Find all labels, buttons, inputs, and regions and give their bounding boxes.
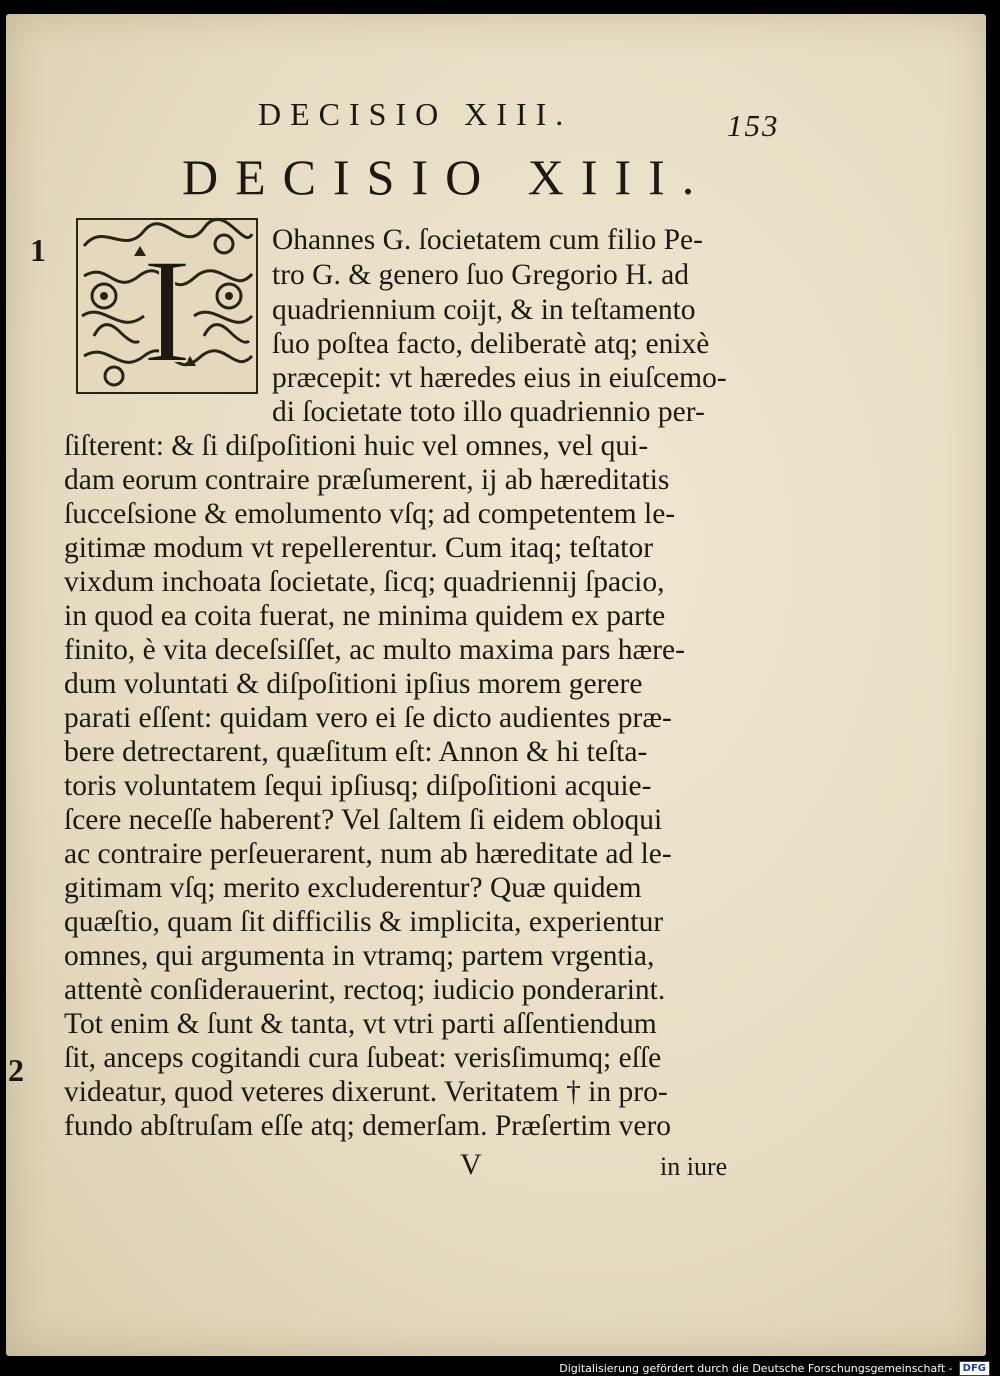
body-line: finito, è vita deceſsiſſet, ac multo maxima pars hære- (64, 634, 685, 666)
body-line: gitimæ modum vt repellerentur. Cum itaq; teſtator (64, 532, 654, 564)
body-line: tro G. & genero ſuo Gregorio H. ad (272, 259, 689, 291)
body-line: quæſtio, quam ſit difficilis & implicita, experientur (64, 906, 664, 938)
signature-mark: V (460, 1148, 482, 1181)
ornament-icon (74, 216, 260, 396)
credit-text: Digitalisierung gefördert durch die Deutsche Forschungsgemeinschaft - (559, 1361, 953, 1375)
body-line: Ohannes G. ſocietatem cum filio Pe- (272, 224, 703, 256)
page-number: 153 (727, 108, 780, 143)
body-line: ſuo poſtea facto, deliberatè atq; enixè (272, 328, 710, 360)
body-line: præcepit: vt hæredes eius in eiuſcemo- (272, 362, 727, 394)
catchword: in iure (660, 1152, 728, 1181)
page-foot (0, 1148, 1000, 1188)
body-line: ac contraire perſeuerarent, num ab hæreditate ad le- (64, 838, 672, 870)
body-line: quadriennium coijt, & in teſtamento (272, 294, 696, 326)
body-line: Tot enim & ſunt & tanta, vt vtri parti aſſentiendum (64, 1008, 657, 1040)
body-line: bere detrectarent, quæſitum eſt: Annon & hi teſta- (64, 736, 648, 768)
body-line: ſit, anceps cogitandi cura ſubeat: verisſimumq; eſſe (64, 1042, 662, 1074)
body-line: vixdum inchoata ſocietate, ſicq; quadriennij ſpacio, (64, 566, 665, 598)
initial-letter: I (142, 228, 192, 394)
digitization-credit (559, 1360, 990, 1376)
body-line: gitimam vſq; merito excluderentur? Quæ quidem (64, 872, 642, 904)
body-line: toris voluntatem ſequi ipſiusq; diſpoſitioni acquie- (64, 770, 652, 802)
body-line: ſcere neceſſe haberent? Vel ſaltem ſi eidem obloqui (64, 804, 663, 836)
running-head: DECISIO XIII. (258, 96, 573, 132)
marginal-number-1: 1 (30, 232, 46, 268)
body-line: fundo abſtruſam eſſe atq; demerſam. Præſertim vero (64, 1110, 672, 1142)
body-line: parati eſſent: quidam vero ei ſe dicto audientes præ- (64, 702, 672, 734)
marginal-number-2: 2 (8, 1052, 24, 1088)
body-line: in quod ea coita fuerat, ne minima quidem ex parte (64, 600, 666, 632)
body-line: videatur, quod veteres dixerunt. Veritatem † in pro- (64, 1076, 668, 1108)
body-line: dum voluntati & diſpoſitioni ipſius morem gerere (64, 668, 643, 700)
body-line: dam eorum contraire præſumerent, ij ab hæreditatis (64, 464, 670, 496)
decorated-initial (74, 216, 260, 396)
body-line: ſucceſsione & emolumento vſq; ad competentem le- (64, 498, 676, 530)
body-line: omnes, qui argumenta in vtramq; partem vrgentia, (64, 940, 655, 972)
body-line: ſiſterent: & ſi diſpoſitioni huic vel omnes, vel qui- (64, 430, 649, 462)
body-line: di ſocietate toto illo quadriennio per- (272, 396, 705, 428)
chapter-title: DECISIO XIII. (182, 149, 712, 205)
body-line: attentè conſiderauerint, rectoq; iudicio ponderarint. (64, 974, 666, 1006)
dfg-logo-icon: DFG (959, 1361, 990, 1376)
